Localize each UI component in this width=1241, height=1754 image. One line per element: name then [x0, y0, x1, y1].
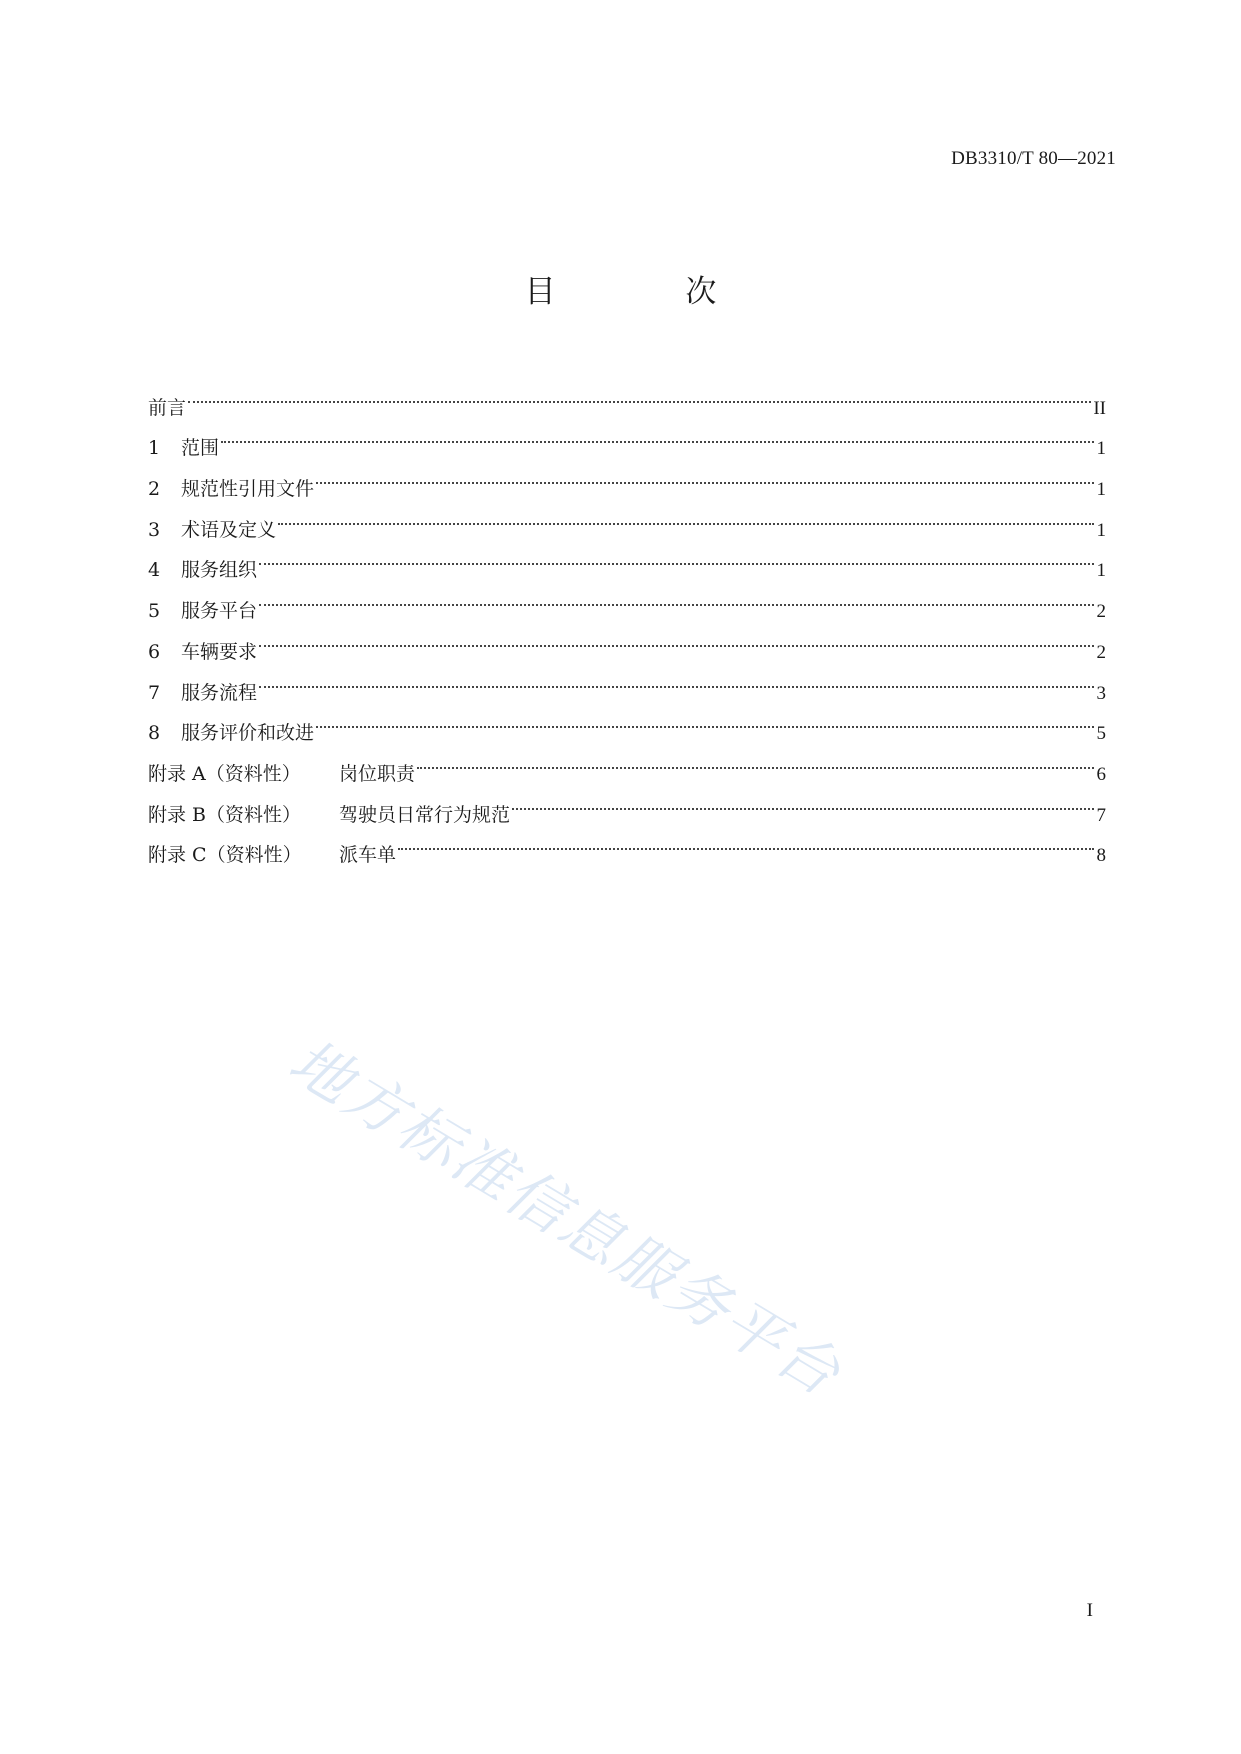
- toc-entry-page: 6: [1096, 763, 1106, 785]
- toc-entry-label: 范围: [181, 437, 220, 460]
- table-of-contents: [148, 373, 1106, 867]
- toc-entry-terms-definitions[interactable]: [148, 495, 1106, 541]
- toc-entry-number: 2: [148, 478, 161, 501]
- toc-entry-foreword[interactable]: [148, 373, 1106, 419]
- standard-code: DB3310/T 80—2021: [951, 148, 1116, 169]
- toc-entry-page: 1: [1096, 438, 1106, 460]
- toc-entry-number: 4: [148, 559, 161, 582]
- toc-entry-number: 5: [148, 600, 161, 623]
- dot-leader: [278, 495, 1094, 536]
- dot-leader: [221, 414, 1094, 455]
- toc-entry-number: 1: [148, 437, 161, 460]
- dot-leader: [259, 536, 1094, 577]
- toc-entry-scope[interactable]: [148, 414, 1106, 460]
- toc-entry-number: 8: [148, 722, 161, 745]
- toc-entry-label: 前言: [148, 396, 187, 419]
- toc-entry-label: 服务平台: [181, 600, 258, 623]
- page-number: I: [1086, 1600, 1093, 1621]
- toc-entry-page: 1: [1096, 519, 1106, 541]
- toc-entry-page: 3: [1096, 682, 1106, 704]
- watermark: 地方标准信息服务平台: [277, 1026, 854, 1411]
- toc-entry-evaluation-improvement[interactable]: [148, 699, 1106, 745]
- dot-leader: [259, 658, 1094, 699]
- toc-entry-page: 1: [1096, 560, 1106, 582]
- toc-entry-service-organization[interactable]: [148, 536, 1106, 582]
- toc-entry-vehicle-requirements[interactable]: [148, 617, 1106, 663]
- toc-entry-label: 服务流程: [181, 681, 258, 704]
- dot-leader: [259, 617, 1094, 658]
- toc-title: 目 次: [524, 274, 777, 310]
- toc-entry-page: 1: [1096, 479, 1106, 501]
- toc-entry-page: 8: [1096, 845, 1106, 867]
- toc-appendix-label: 附录 B（资料性）: [148, 803, 302, 826]
- dot-leader: [188, 373, 1091, 414]
- toc-entry-number: 3: [148, 518, 161, 541]
- dot-leader: [398, 821, 1094, 862]
- toc-entry-label: 车辆要求: [181, 640, 258, 663]
- dot-leader: [259, 576, 1094, 617]
- toc-entry-label: 派车单: [339, 844, 397, 867]
- dot-leader: [316, 454, 1094, 495]
- toc-entry-label: 服务评价和改进: [181, 722, 315, 745]
- toc-entry-label: 规范性引用文件: [181, 478, 315, 501]
- toc-entry-label: 服务组织: [181, 559, 258, 582]
- toc-entry-page: 7: [1096, 804, 1106, 826]
- toc-entry-page: 2: [1096, 601, 1106, 623]
- toc-entry-service-platform[interactable]: [148, 576, 1106, 623]
- dot-leader: [512, 780, 1094, 821]
- toc-entry-normative-references[interactable]: [148, 454, 1106, 501]
- toc-appendix-label: 附录 A（资料性）: [148, 762, 301, 785]
- dot-leader: [316, 699, 1094, 740]
- dot-leader: [417, 739, 1094, 780]
- toc-entry-number: 7: [148, 681, 161, 704]
- toc-entry-label: 术语及定义: [181, 518, 277, 541]
- toc-entry-label: 岗位职责: [339, 762, 416, 785]
- toc-entry-label: 驾驶员日常行为规范: [339, 803, 511, 826]
- toc-entry-page: 5: [1096, 723, 1106, 745]
- toc-entry-page: 2: [1096, 641, 1106, 663]
- toc-appendix-label: 附录 C（资料性）: [148, 844, 302, 867]
- toc-entry-page: II: [1093, 397, 1106, 419]
- toc-entry-number: 6: [148, 640, 161, 663]
- toc-entry-service-process[interactable]: [148, 658, 1106, 704]
